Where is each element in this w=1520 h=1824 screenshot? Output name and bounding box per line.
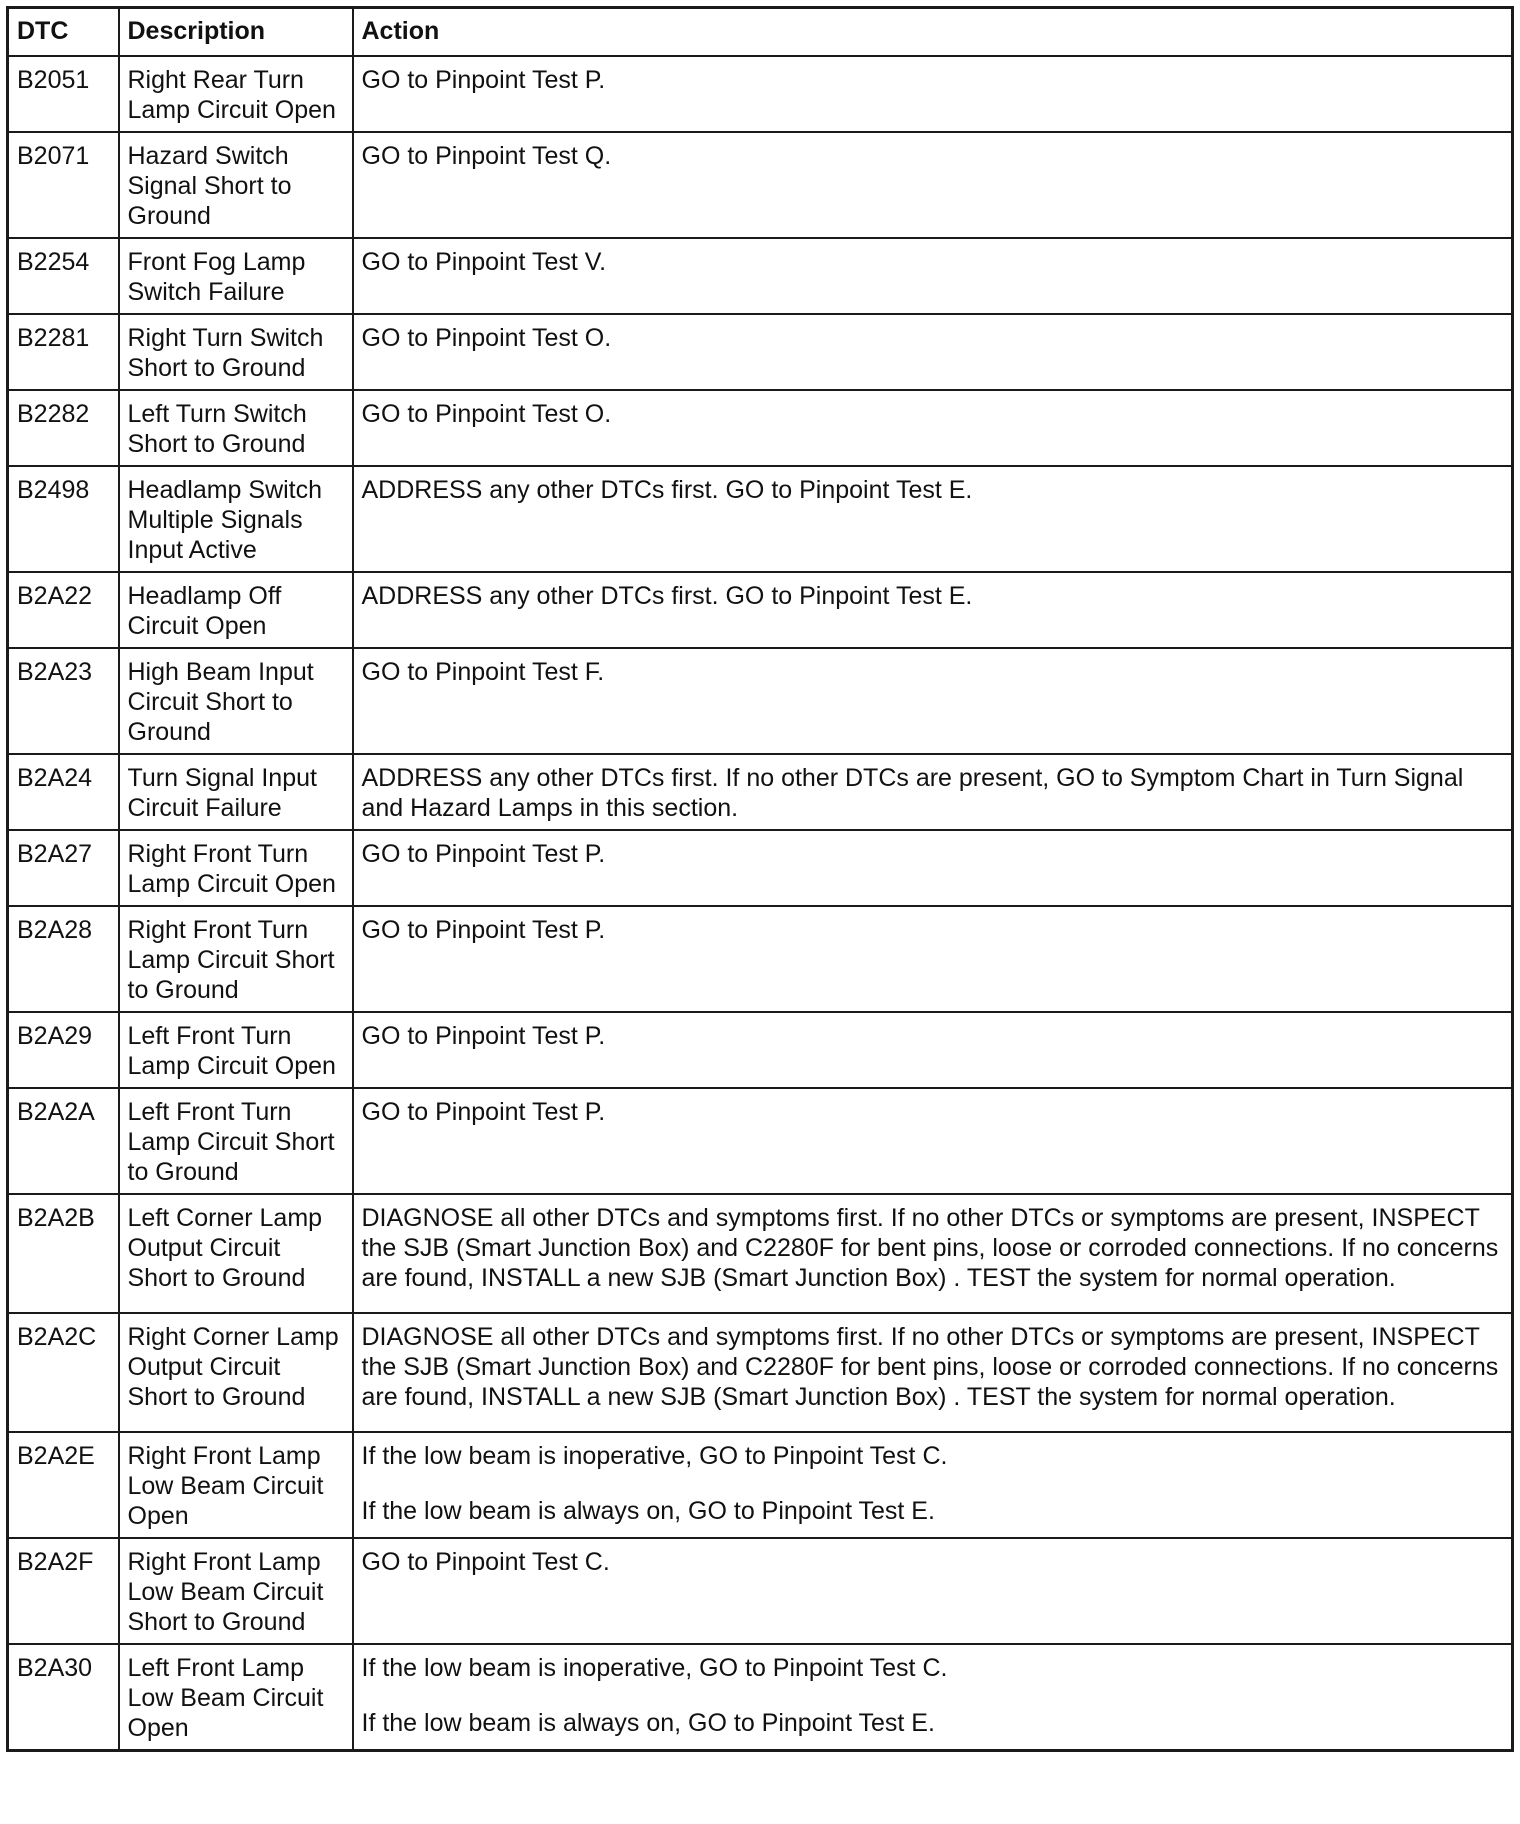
action-cell <box>353 390 1513 466</box>
dtc-code-cell: B2071 <box>8 132 119 238</box>
table-row <box>8 1313 1513 1432</box>
dtc-code-cell: B2254 <box>8 238 119 314</box>
action-cell <box>353 466 1513 572</box>
dtc-table-page <box>6 6 1514 1752</box>
column-header-description: Description <box>119 8 353 56</box>
dtc-code-cell: B2A22 <box>8 572 119 648</box>
table-row <box>8 314 1513 390</box>
action-cell <box>353 132 1513 238</box>
action-cell <box>353 906 1513 1012</box>
action-text: ADDRESS any other DTCs first. If no other DTCs are present, GO to Symptom Chart in Turn Signal and Hazard Lamps in this section. <box>361 763 1464 822</box>
action-text: GO to Pinpoint Test P. <box>361 1021 606 1050</box>
column-header-dtc: DTC <box>8 8 119 56</box>
dtc-code-cell: B2498 <box>8 466 119 572</box>
description-cell: Left Turn Switch Short to Ground <box>119 390 353 466</box>
table-body <box>8 56 1513 1751</box>
dtc-code-cell: B2A2C <box>8 1313 119 1432</box>
action-text: GO to Pinpoint Test O. <box>361 323 612 352</box>
action-text: If the low beam is inoperative, GO to Pinpoint Test C. <box>361 1653 948 1682</box>
dtc-code-cell: B2A30 <box>8 1644 119 1751</box>
dtc-code-cell: B2A2A <box>8 1088 119 1194</box>
table-row <box>8 1432 1513 1538</box>
description-cell: Left Front Turn Lamp Circuit Short to Ground <box>119 1088 353 1194</box>
description-cell: Left Front Turn Lamp Circuit Open <box>119 1012 353 1088</box>
action-text: GO to Pinpoint Test P. <box>361 65 606 94</box>
action-cell <box>353 572 1513 648</box>
action-cell <box>353 1012 1513 1088</box>
action-text: GO to Pinpoint Test V. <box>361 247 607 276</box>
action-text: If the low beam is always on, GO to Pinpoint Test E. <box>361 1496 935 1525</box>
action-text: ADDRESS any other DTCs first. GO to Pinpoint Test E. <box>361 581 973 610</box>
description-cell: Right Front Lamp Low Beam Circuit Short to Ground <box>119 1538 353 1644</box>
action-text: ADDRESS any other DTCs first. GO to Pinpoint Test E. <box>361 475 973 504</box>
dtc-code-cell: B2A29 <box>8 1012 119 1088</box>
action-text: GO to Pinpoint Test Q. <box>361 141 612 170</box>
description-cell: Right Rear Turn Lamp Circuit Open <box>119 56 353 132</box>
dtc-code-cell: B2281 <box>8 314 119 390</box>
table-row <box>8 1012 1513 1088</box>
action-cell <box>353 238 1513 314</box>
description-cell: Right Corner Lamp Output Circuit Short to Ground <box>119 1313 353 1432</box>
action-cell <box>353 1313 1513 1432</box>
description-cell: Right Front Lamp Low Beam Circuit Open <box>119 1432 353 1538</box>
action-text: If the low beam is inoperative, GO to Pinpoint Test C. <box>361 1441 948 1470</box>
table-row <box>8 906 1513 1012</box>
action-cell <box>353 314 1513 390</box>
description-cell: Headlamp Off Circuit Open <box>119 572 353 648</box>
description-cell: High Beam Input Circuit Short to Ground <box>119 648 353 754</box>
action-cell <box>353 1644 1513 1751</box>
table-row <box>8 830 1513 906</box>
action-text: GO to Pinpoint Test P. <box>361 915 606 944</box>
description-cell: Left Front Lamp Low Beam Circuit Open <box>119 1644 353 1751</box>
action-cell <box>353 1432 1513 1538</box>
dtc-code-cell: B2A2E <box>8 1432 119 1538</box>
dtc-code-cell: B2A27 <box>8 830 119 906</box>
action-cell <box>353 1194 1513 1313</box>
dtc-code-cell: B2A28 <box>8 906 119 1012</box>
dtc-code-cell: B2A24 <box>8 754 119 830</box>
description-cell: Front Fog Lamp Switch Failure <box>119 238 353 314</box>
description-cell: Right Turn Switch Short to Ground <box>119 314 353 390</box>
dtc-table <box>6 6 1514 1752</box>
action-cell <box>353 830 1513 906</box>
action-text: GO to Pinpoint Test F. <box>361 657 605 686</box>
description-cell: Left Corner Lamp Output Circuit Short to Ground <box>119 1194 353 1313</box>
action-cell <box>353 1538 1513 1644</box>
action-text: GO to Pinpoint Test C. <box>361 1547 610 1576</box>
action-text: GO to Pinpoint Test P. <box>361 1097 606 1126</box>
table-row <box>8 390 1513 466</box>
table-row <box>8 466 1513 572</box>
action-text: DIAGNOSE all other DTCs and symptoms first. If no other DTCs or symptoms are present, INSPECT the SJB (Smart Junction Box) and C2280F for bent pins, loose or corroded connections. If no concerns are found, INSTALL a new SJB (Smart Junction Box) . TEST the system for normal operation. <box>361 1322 1499 1411</box>
action-cell <box>353 1088 1513 1194</box>
dtc-code-cell: B2A2F <box>8 1538 119 1644</box>
action-cell <box>353 754 1513 830</box>
action-text: GO to Pinpoint Test O. <box>361 399 612 428</box>
table-row <box>8 1538 1513 1644</box>
action-text: If the low beam is always on, GO to Pinpoint Test E. <box>361 1708 935 1737</box>
action-cell <box>353 648 1513 754</box>
description-cell: Headlamp Switch Multiple Signals Input Active <box>119 466 353 572</box>
table-row <box>8 572 1513 648</box>
table-row <box>8 1088 1513 1194</box>
description-cell: Hazard Switch Signal Short to Ground <box>119 132 353 238</box>
table-row <box>8 754 1513 830</box>
table-row <box>8 238 1513 314</box>
dtc-code-cell: B2A2B <box>8 1194 119 1313</box>
action-text: DIAGNOSE all other DTCs and symptoms first. If no other DTCs or symptoms are present, INSPECT the SJB (Smart Junction Box) and C2280F for bent pins, loose or corroded connections. If no concerns are found, INSTALL a new SJB (Smart Junction Box) . TEST the system for normal operation. <box>361 1203 1499 1292</box>
table-row <box>8 1644 1513 1751</box>
description-cell: Turn Signal Input Circuit Failure <box>119 754 353 830</box>
table-row <box>8 56 1513 132</box>
table-row <box>8 648 1513 754</box>
dtc-code-cell: B2051 <box>8 56 119 132</box>
dtc-code-cell: B2282 <box>8 390 119 466</box>
action-text: GO to Pinpoint Test P. <box>361 839 606 868</box>
action-cell <box>353 56 1513 132</box>
description-cell: Right Front Turn Lamp Circuit Open <box>119 830 353 906</box>
column-header-action: Action <box>353 8 1513 56</box>
dtc-code-cell: B2A23 <box>8 648 119 754</box>
description-cell: Right Front Turn Lamp Circuit Short to Ground <box>119 906 353 1012</box>
table-header-row <box>8 8 1513 56</box>
table-row <box>8 1194 1513 1313</box>
table-row <box>8 132 1513 238</box>
